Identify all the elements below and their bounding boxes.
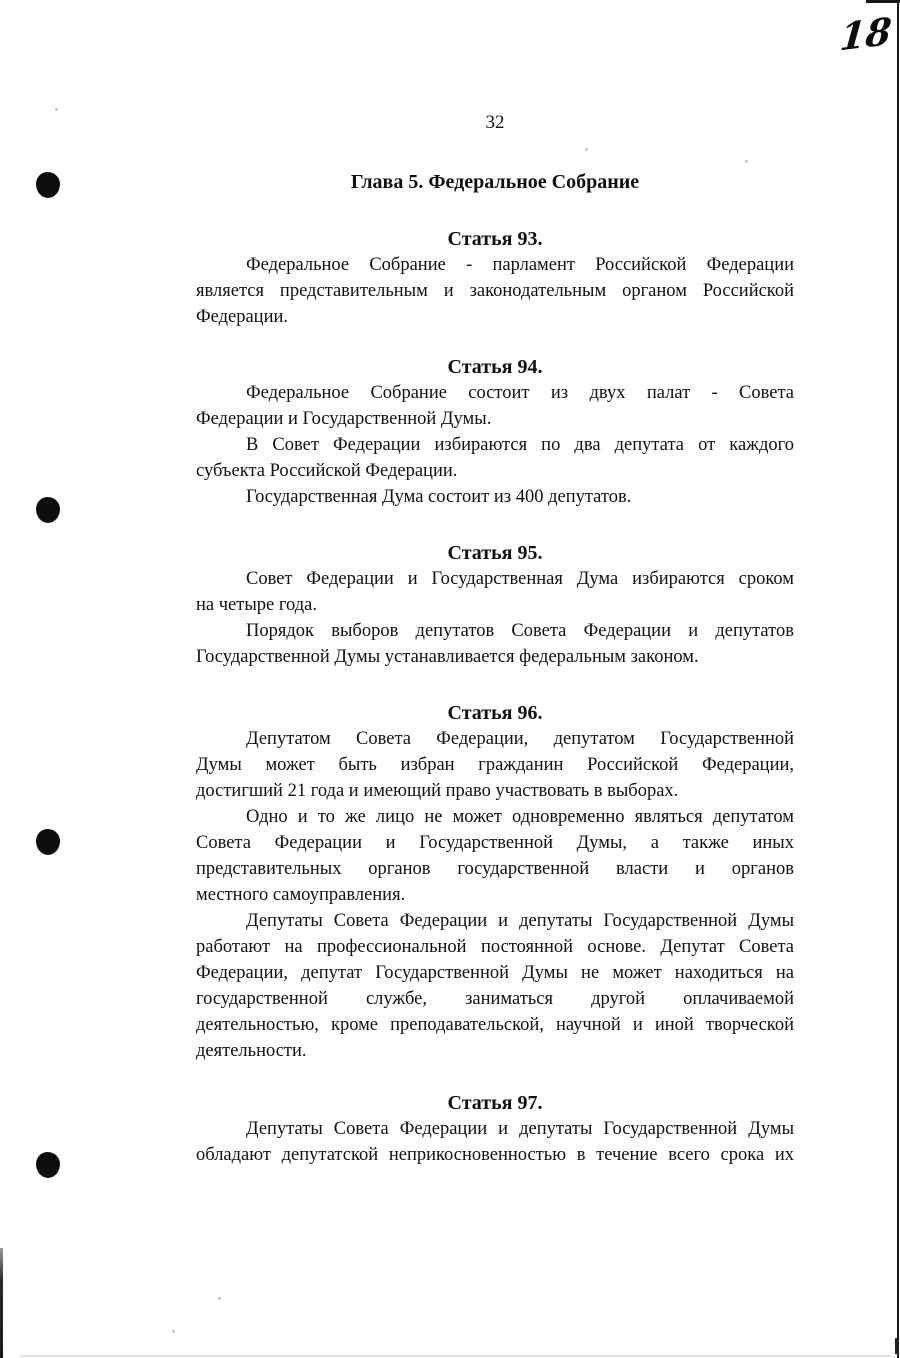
text-line: Совета Федерации и Государственной Думы, а также иных bbox=[196, 833, 794, 853]
text-line: достигший 21 года и имеющий право участвовать в выборах. bbox=[196, 781, 679, 801]
text-line: Федеральное Собрание - парламент Российской Федерации bbox=[246, 255, 794, 275]
text-line: Федеральное Собрание состоит из двух палат - Совета bbox=[246, 383, 794, 403]
scan-speck bbox=[172, 1330, 175, 1333]
hole-punch-mark bbox=[36, 1152, 60, 1178]
text-line: Депутаты Совета Федерации и депутаты Государственной Думы bbox=[246, 1119, 794, 1139]
paragraph bbox=[196, 432, 794, 484]
text-line: Государственная Дума состоит из 400 депутатов. bbox=[246, 487, 632, 507]
hole-punch-mark bbox=[36, 497, 60, 523]
paragraph bbox=[196, 804, 794, 908]
scan-edge-mark-bottom-right bbox=[895, 1338, 899, 1354]
text-line: обладают депутатской неприкосновенностью в течение всего срока их bbox=[196, 1145, 794, 1165]
paragraph bbox=[196, 1116, 794, 1168]
paragraph bbox=[196, 726, 794, 804]
text-line: Федерации, депутат Государственной Думы не может находиться на bbox=[196, 963, 794, 983]
scan-speck bbox=[55, 108, 58, 111]
hole-punch-mark bbox=[36, 172, 60, 198]
scan-edge-line-bottom bbox=[20, 1355, 890, 1357]
document-text-block bbox=[196, 0, 794, 1168]
text-line: деятельности. bbox=[196, 1041, 307, 1061]
text-line: Депутатом Совета Федерации, депутатом Государственной bbox=[246, 729, 794, 749]
text-line: является представительным и законодательным органом Российской bbox=[196, 281, 794, 301]
text-line: Одно и то же лицо не может одновременно являться депутатом bbox=[246, 807, 794, 827]
paragraph bbox=[196, 908, 794, 1064]
article-94 bbox=[196, 354, 794, 510]
article-heading: Статья 97. bbox=[447, 1092, 543, 1114]
paragraph bbox=[196, 252, 794, 330]
text-line: работают на профессиональной постоянной основе. Депутат Совета bbox=[196, 937, 794, 957]
scan-edge-line-top-right bbox=[866, 0, 900, 3]
handwritten-page-annotation: 18 bbox=[838, 8, 894, 60]
scan-edge-line-right bbox=[897, 0, 899, 1358]
text-line: Государственной Думы устанавливается федеральным законом. bbox=[196, 647, 699, 667]
text-line: местного самоуправления. bbox=[196, 885, 406, 905]
article-96 bbox=[196, 700, 794, 1064]
text-line: В Совет Федерации избираются по два депутата от каждого bbox=[246, 435, 794, 455]
article-heading: Статья 95. bbox=[447, 542, 543, 564]
text-line: на четыре года. bbox=[196, 595, 317, 615]
text-line: государственной службе, заниматься другой оплачиваемой bbox=[196, 989, 794, 1009]
paragraph bbox=[196, 484, 794, 510]
text-line: деятельностью, кроме преподавательской, научной и иной творческой bbox=[196, 1015, 794, 1035]
hole-punch-mark bbox=[36, 829, 60, 855]
paragraph bbox=[196, 618, 794, 670]
text-line: представительных органов государственной власти и органов bbox=[196, 859, 794, 879]
text-line: Совет Федерации и Государственная Дума избираются сроком bbox=[246, 569, 794, 589]
text-line: субъекта Российской Федерации. bbox=[196, 461, 458, 481]
scan-speck bbox=[218, 1297, 221, 1300]
article-95 bbox=[196, 540, 794, 670]
text-line: Федерации. bbox=[196, 307, 288, 327]
page-number: 32 bbox=[485, 112, 505, 133]
text-line: Думы может быть избран гражданин Российской Федерации, bbox=[196, 755, 794, 775]
text-line: Порядок выборов депутатов Совета Федерации и депутатов bbox=[246, 621, 794, 641]
article-97 bbox=[196, 1090, 794, 1168]
article-heading: Статья 96. bbox=[447, 702, 543, 724]
article-heading: Статья 93. bbox=[447, 228, 543, 250]
text-line: Федерации и Государственной Думы. bbox=[196, 409, 492, 429]
chapter-heading: Глава 5. Федеральное Собрание bbox=[350, 171, 640, 193]
text-line: Депутаты Совета Федерации и депутаты Государственной Думы bbox=[246, 911, 794, 931]
paragraph bbox=[196, 566, 794, 618]
paragraph bbox=[196, 380, 794, 432]
article-93 bbox=[196, 226, 794, 330]
article-heading: Статья 94. bbox=[447, 356, 543, 378]
scan-edge-streak-bottom-left bbox=[0, 1248, 3, 1358]
